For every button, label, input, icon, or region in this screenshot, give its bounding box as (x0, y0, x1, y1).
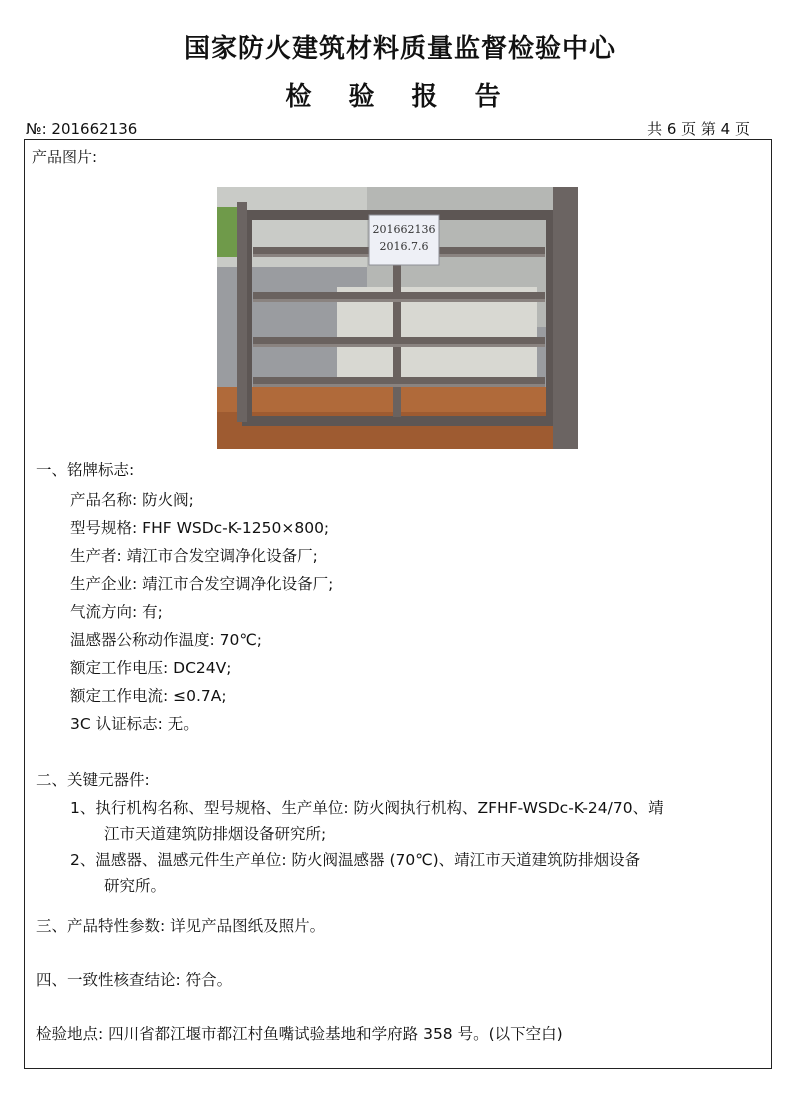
section2-heading: 二、关键元器件: (36, 771, 150, 789)
fire-damper-photo (217, 187, 578, 449)
section1-item: 额定工作电流: ≤0.7A; (70, 687, 227, 705)
report-number: №: 201662136 (26, 120, 138, 138)
report-title: 检 验 报 告 (285, 82, 515, 112)
inspection-location: 检验地点: 四川省都江堰市都江村鱼嘴试验基地和学府路 358 号。(以下空白) (36, 1025, 563, 1043)
product-photo-label: 产品图片: (32, 148, 98, 166)
page-info: 共 6 页 第 4 页 (647, 120, 750, 138)
section1-item: 生产者: 靖江市合发空调净化设备厂; (70, 547, 318, 565)
section4-text: 四、一致性核查结论: 符合。 (36, 971, 233, 989)
section1-item: 产品名称: 防火阀; (70, 491, 194, 509)
photo-tag-line2: 2016.7.6 (379, 240, 429, 253)
section2-item1-line2: 江市天道建筑防排烟设备研究所; (104, 825, 327, 843)
section2-item2-line1: 2、温感器、温感元件生产单位: 防火阀温感器 (70℃)、靖江市天道建筑防排烟设备 (70, 851, 641, 869)
section1-item: 生产企业: 靖江市合发空调净化设备厂; (70, 575, 334, 593)
product-photo (217, 187, 578, 449)
section2-item1-line1: 1、执行机构名称、型号规格、生产单位: 防火阀执行机构、ZFHF-WSDc-K-24/70、靖 (70, 799, 664, 817)
section2-item2-line2: 研究所。 (104, 877, 167, 895)
section1-item: 温感器公称动作温度: 70℃; (70, 631, 263, 649)
section1-item: 气流方向: 有; (70, 603, 163, 621)
section3-text: 三、产品特性参数: 详见产品图纸及照片。 (36, 917, 326, 935)
section1-heading: 一、铭牌标志: (36, 461, 135, 479)
photo-tag-line1: 201662136 (372, 223, 436, 236)
section1-item: 3C 认证标志: 无。 (70, 715, 199, 733)
section1-item: 额定工作电压: DC24V; (70, 659, 232, 677)
section1-item: 型号规格: FHF WSDc-K-1250×800; (70, 519, 330, 537)
org-title: 国家防火建筑材料质量监督检验中心 (183, 34, 616, 64)
